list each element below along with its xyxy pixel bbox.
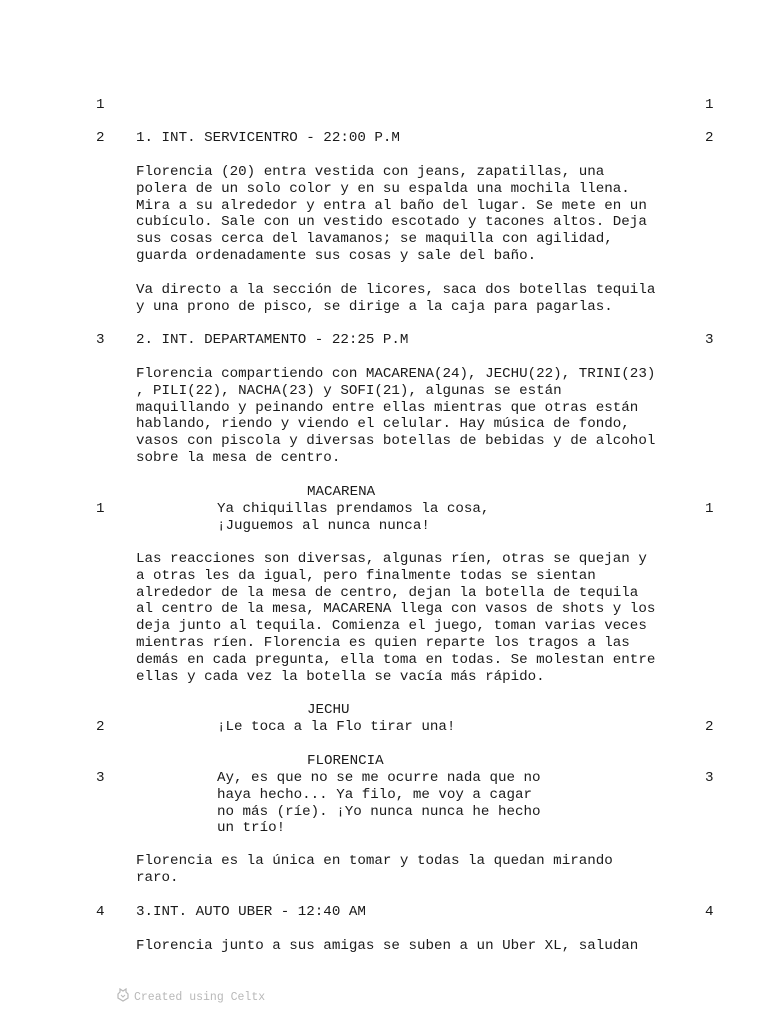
footer-watermark: [117, 988, 265, 1009]
page-number-left: 1: [96, 97, 105, 113]
dialogue-number-right: 2: [705, 719, 714, 735]
scene-number-left: 3: [96, 332, 105, 348]
action-paragraph: Florencia (20) entra vestida con jeans, zapatillas, una polera de un solo color y en su espalda una mochila llena. Mira a su alrededor y entra al baño del lugar. Se mete en un cubículo. Sale con un vestido escotado y tacones altos. Deja sus cosas cerca del lavamanos; se maquilla con agilidad, guarda ordenadamente sus cosas y sale del baño.: [136, 164, 647, 264]
scene-number-right: 3: [705, 332, 714, 348]
dialogue-line: ¡Le toca a la Flo tirar una!: [217, 719, 456, 735]
dialogue-number-left: 2: [96, 719, 105, 735]
dialogue-number-left: 1: [96, 501, 105, 517]
scene-number-left: 4: [96, 904, 105, 920]
dialogue-line: Ay, es que no se me ocurre nada que no haya hecho... Ya filo, me voy a cagar no más (ríe). ¡Yo nunca nunca he hecho un trío!: [217, 770, 541, 837]
action-paragraph: Florencia es la única en tomar y todas la quedan mirando raro.: [136, 853, 613, 886]
action-paragraph: Florencia junto a sus amigas se suben a un Uber XL, saludan: [136, 938, 639, 954]
scene-heading: 1. INT. SERVICENTRO - 22:00 P.M: [136, 130, 400, 146]
action-paragraph: Va directo a la sección de licores, saca dos botellas tequila y una prono de pisco, se dirige a la caja para pagarlas.: [136, 282, 656, 315]
character-name: FLORENCIA: [307, 753, 384, 769]
scene-number-right: 4: [705, 904, 714, 920]
dialogue-line: Ya chiquillas prendamos la cosa, ¡Juguemos al nunca nunca!: [217, 501, 490, 534]
scene-heading: 2. INT. DEPARTAMENTO - 22:25 P.M: [136, 332, 409, 348]
action-paragraph: Las reacciones son diversas, algunas ríen, otras se quejan y a otras les da igual, pero finalmente todas se sientan alrededor de la mesa de centro, dejan la botella de tequila al centro de la mesa, MACARENA llega con vasos de shots y los deja junto al tequila. Comienza el juego, toman varias veces mientras ríen. Florencia es quien reparte los tragos a las demás en cada pregunta, ella toma en todas. Se molestan entre ellas y cada vez la botella se vacía más rápido.: [136, 551, 656, 685]
scene-heading: 3.INT. AUTO UBER - 12:40 AM: [136, 904, 366, 920]
dialogue-number-left: 3: [96, 770, 105, 786]
footer-text: Created using Celtx: [134, 991, 266, 1004]
dialogue-number-right: 1: [705, 501, 714, 517]
action-paragraph: Florencia compartiendo con MACARENA(24), JECHU(22), TRINI(23) , PILI(22), NACHA(23) y SOFI(21), algunas se están maquillando y peinando entre ellas mientras que otras están hablando, riendo y viendo el celular. Hay música de fondo, vasos con piscola y diversas botellas de bebidas y de alcohol sobre la mesa de centro.: [136, 366, 656, 466]
dialogue-number-right: 3: [705, 770, 714, 786]
character-name: MACARENA: [307, 484, 376, 500]
scene-number-right: 2: [705, 130, 714, 146]
celtx-logo-icon: [117, 988, 129, 1009]
character-name: JECHU: [307, 702, 350, 718]
scene-number-left: 2: [96, 130, 105, 146]
page-number-right: 1: [705, 97, 714, 113]
